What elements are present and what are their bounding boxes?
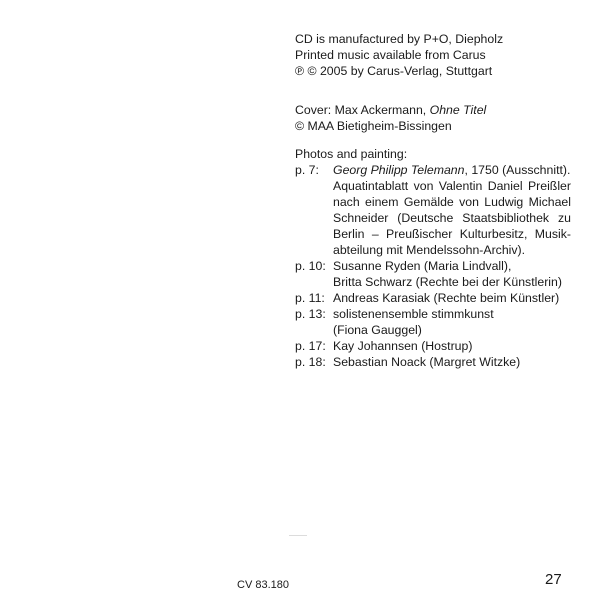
- credit-line: Schneider (Deutsche Staatsbibliothek zu: [333, 211, 571, 225]
- credit-line: (Fiona Gauggel): [333, 323, 422, 337]
- credit-text: [333, 306, 571, 338]
- credit-line: nach einem Gemälde von Ludwig Michael: [333, 195, 571, 209]
- page-ref: p. 17:: [295, 339, 326, 353]
- credit-entry-p17: [295, 338, 571, 354]
- page-ref: p. 10:: [295, 259, 326, 273]
- work-title: Georg Philipp Telemann: [333, 163, 465, 177]
- printed-music-line: Printed music available from Carus: [295, 48, 486, 62]
- credit-entry-p10: [295, 258, 571, 290]
- page-ref: p. 18:: [295, 355, 326, 369]
- credit-line: Sebastian Noack (Margret Witzke): [333, 355, 521, 369]
- cover-credit: [295, 102, 595, 134]
- credit-text: [333, 258, 571, 290]
- credit-line: Andreas Karasiak (Rechte beim Künstler): [333, 291, 560, 305]
- page-ref: p. 7:: [295, 163, 319, 177]
- credit-entry-p7: [295, 162, 571, 258]
- photo-credits-heading: Photos and painting:: [295, 147, 408, 161]
- print-speck: [289, 535, 307, 536]
- catalog-number: CV 83.180: [237, 579, 289, 591]
- credit-line: Susanne Ryden (Maria Lindvall),: [333, 259, 512, 273]
- credit-line: Berlin – Preußischer Kulturbesitz, Musik-: [333, 227, 571, 241]
- credit-text: [333, 338, 571, 354]
- cover-label: Cover: Max Ackermann,: [295, 103, 430, 117]
- manufacturing-info: [295, 31, 595, 79]
- credit-line: Georg Philipp Telemann, 1750 (Ausschnitt).: [333, 163, 571, 177]
- credit-line: abteilung mit Mendelssohn-Archiv).: [333, 243, 526, 257]
- page-ref: p. 11:: [295, 291, 325, 305]
- credit-line: Britta Schwarz (Rechte bei der Künstlerin): [333, 275, 562, 289]
- credit-entry-p11: [295, 290, 571, 306]
- credit-text: [333, 162, 571, 258]
- credit-entry-p13: [295, 306, 571, 338]
- credit-line: Kay Johannsen (Hostrup): [333, 339, 473, 353]
- credit-text: [333, 354, 571, 370]
- manufacturer-line: CD is manufactured by P+O, Diepholz: [295, 32, 504, 46]
- credit-line: Aquatintablatt von Valentin Daniel Preißler: [333, 179, 571, 193]
- cover-copyright: © MAA Bietigheim-Bissingen: [295, 119, 452, 133]
- credit-line: solistenensemble stimmkunst: [333, 307, 494, 321]
- credit-entry-p18: [295, 354, 571, 370]
- page-number: 27: [545, 571, 562, 588]
- cover-line: [295, 102, 595, 118]
- photo-credits: [295, 146, 595, 370]
- cover-title: Ohne Titel: [429, 103, 487, 117]
- credit-text: [333, 290, 571, 306]
- page-ref: p. 13:: [295, 307, 326, 321]
- copyright-line: ℗ © 2005 by Carus-Verlag, Stuttgart: [295, 64, 493, 78]
